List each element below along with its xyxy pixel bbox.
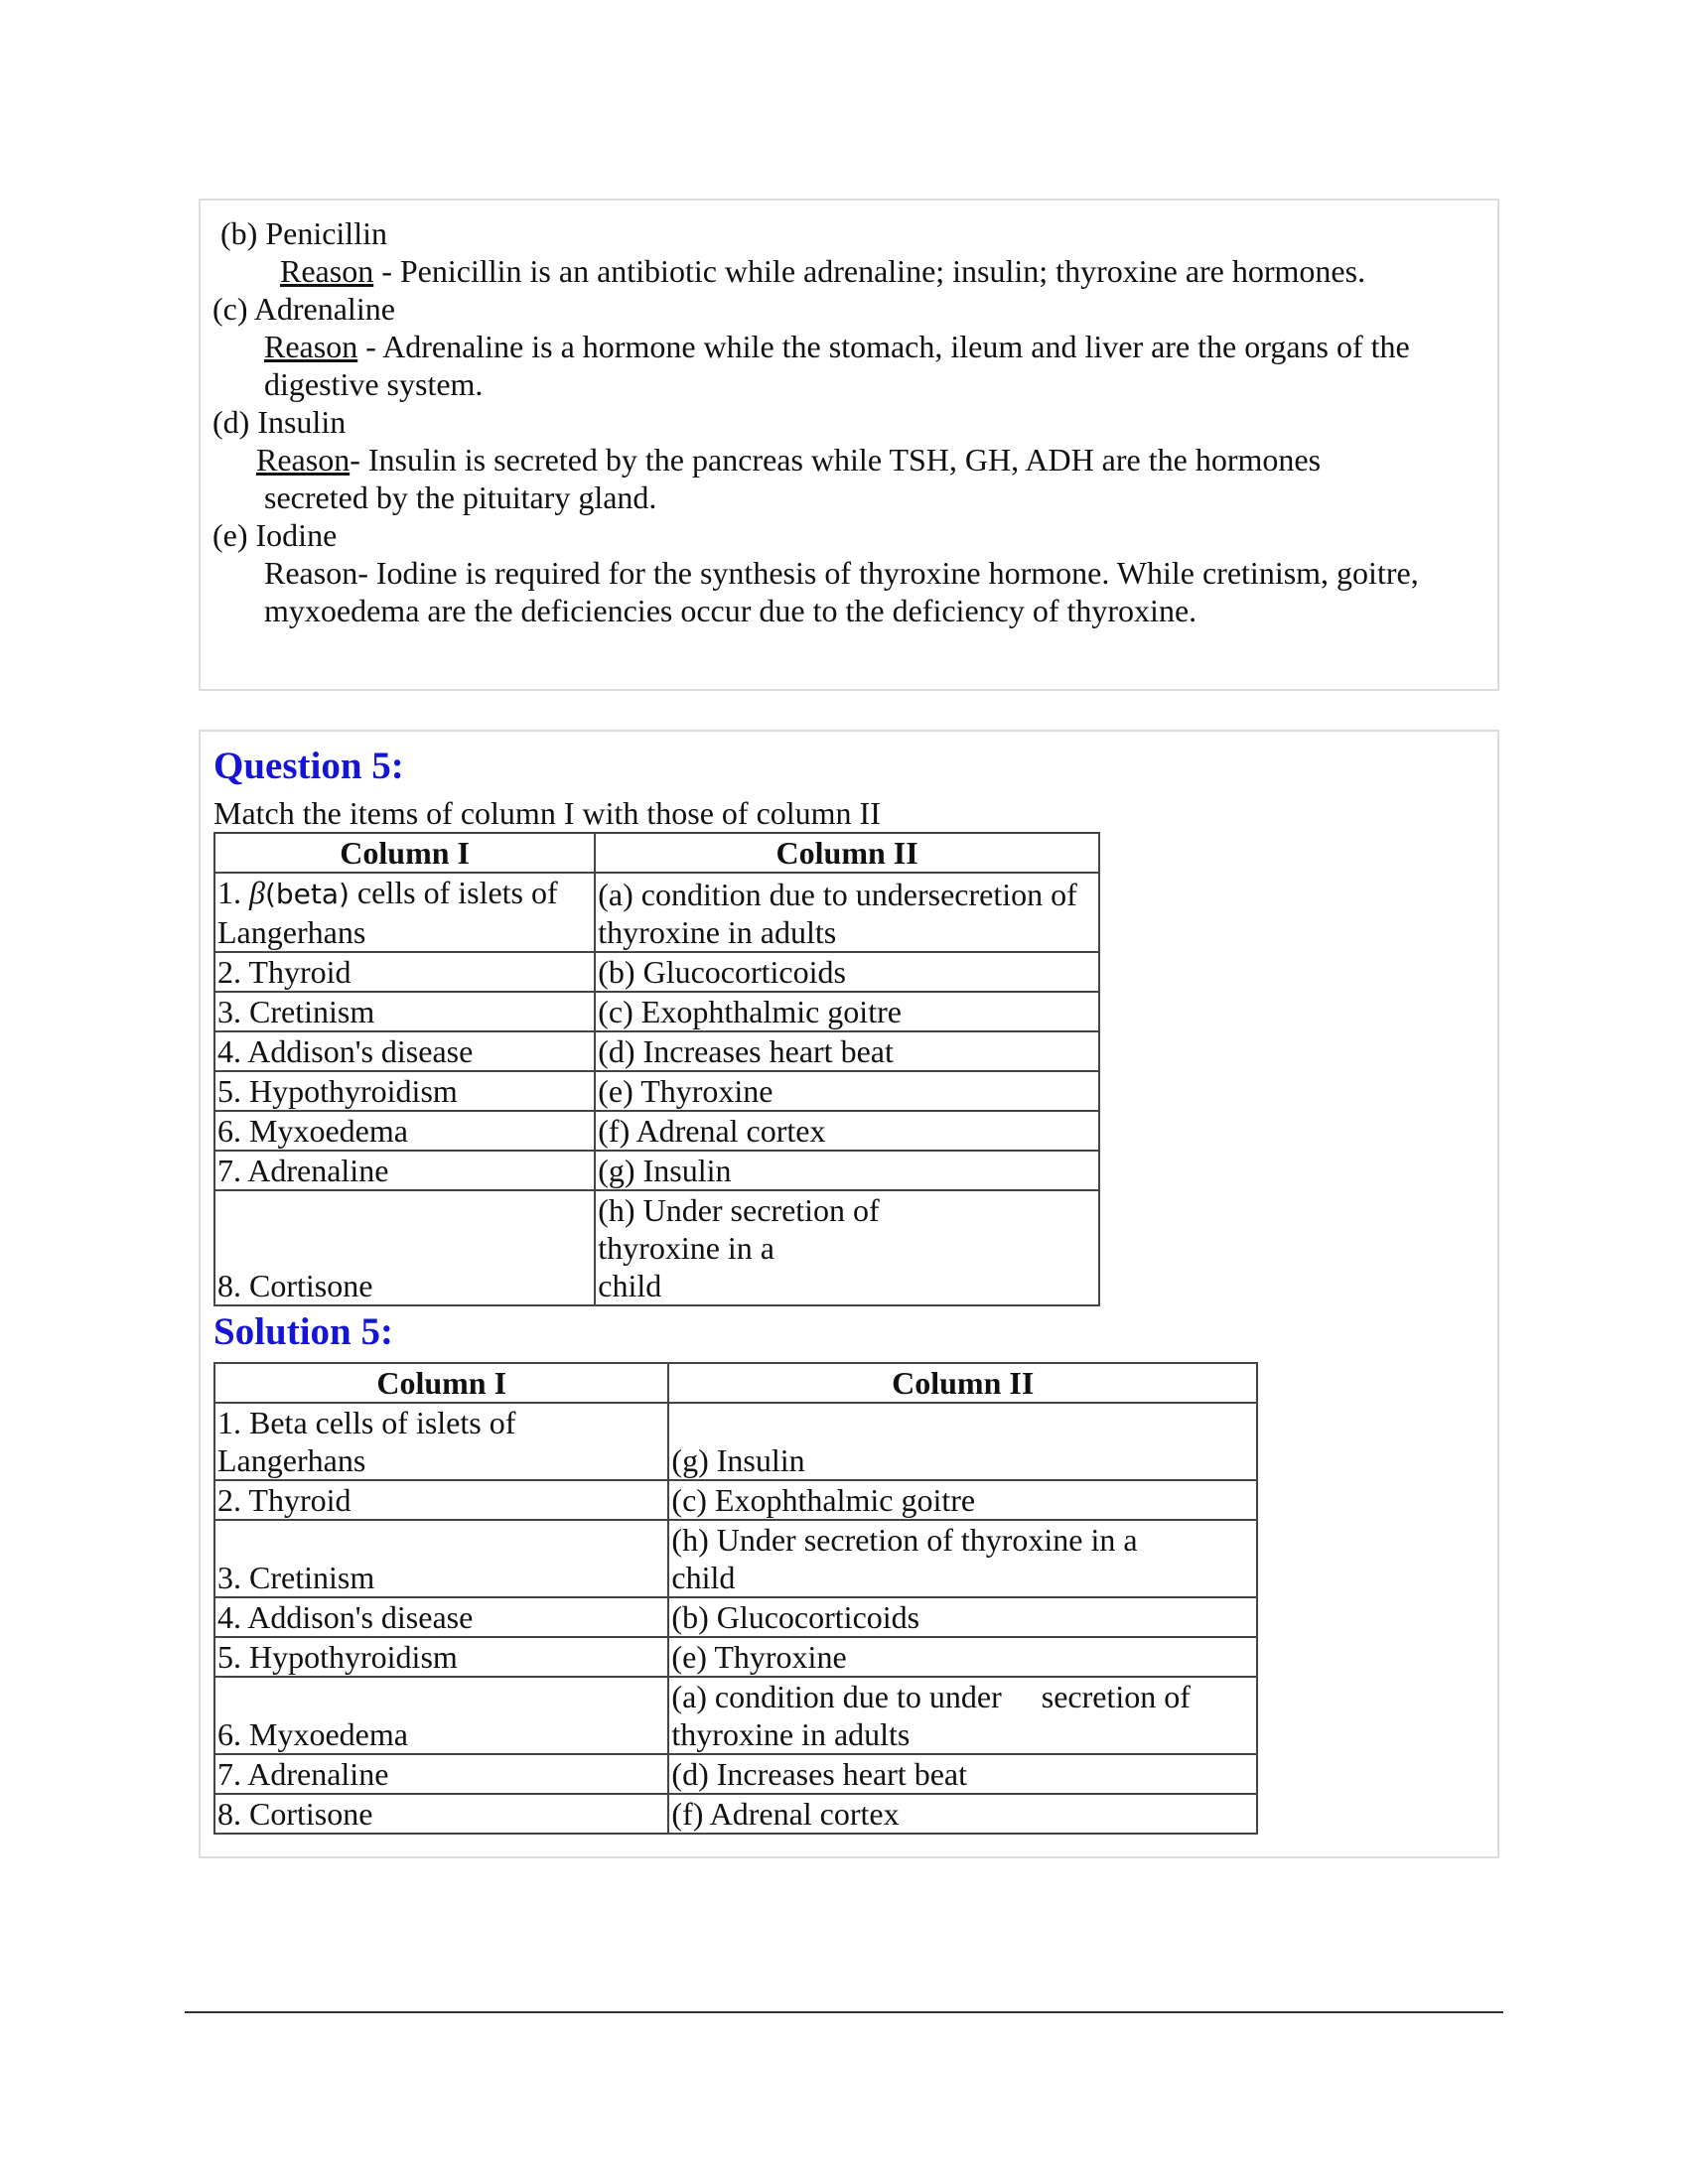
table-cell: (c) Exophthalmic goitre xyxy=(595,992,1099,1031)
reason-label: Reason xyxy=(280,253,374,289)
table-cell: (f) Adrenal cortex xyxy=(595,1111,1099,1151)
reason-c: Reason - Adrenaline is a hormone while the stomach, ileum and liver are the organs of the xyxy=(264,329,1410,364)
item-c: (c) Adrenaline xyxy=(212,291,395,327)
table-row xyxy=(214,1677,1257,1754)
table-cell: 3. Cretinism xyxy=(214,1520,668,1597)
table-cell: (h) Under secretion of thyroxine in a child xyxy=(668,1520,1257,1597)
table-cell: (h) Under secretion of thyroxine in a child xyxy=(595,1190,1099,1305)
question-title: Question 5: xyxy=(213,745,404,787)
table-cell: 2. Thyroid xyxy=(214,952,595,992)
table-cell: 2. Thyroid xyxy=(214,1480,668,1520)
table-row xyxy=(214,952,1099,992)
column-header: Column I xyxy=(214,833,595,873)
table-cell: 6. Myxoedema xyxy=(214,1111,595,1151)
table-cell: (a) condition due to undersecretion of thyroxine in adults xyxy=(595,873,1099,952)
table-row xyxy=(214,1520,1257,1597)
table-header-row xyxy=(214,833,1099,873)
question-instruction: Match the items of column I with those of column II xyxy=(213,795,881,831)
table-cell: 3. Cretinism xyxy=(214,992,595,1031)
item-d: (d) Insulin xyxy=(212,404,347,440)
table-cell: (c) Exophthalmic goitre xyxy=(668,1480,1257,1520)
item-e: (e) Iodine xyxy=(212,517,338,553)
table-cell: 4. Addison's disease xyxy=(214,1597,668,1637)
table-header-row xyxy=(214,1363,1257,1403)
table-cell: 8. Cortisone xyxy=(214,1794,668,1834)
table-row xyxy=(214,1597,1257,1637)
reason-d-cont: secreted by the pituitary gland. xyxy=(264,479,657,515)
solution-title: Solution 5: xyxy=(213,1310,393,1353)
column-header: Column I xyxy=(214,1363,668,1403)
table-cell: (e) Thyroxine xyxy=(595,1071,1099,1111)
table-row xyxy=(214,1190,1099,1305)
table-row xyxy=(214,1480,1257,1520)
table-row xyxy=(214,1754,1257,1794)
column-header: Column II xyxy=(595,833,1099,873)
table-cell: 4. Addison's disease xyxy=(214,1031,595,1071)
reason-label: Reason xyxy=(264,329,358,364)
table-row xyxy=(214,1031,1099,1071)
table-cell: (d) Increases heart beat xyxy=(668,1754,1257,1794)
table-row xyxy=(214,1637,1257,1677)
table-cell: (g) Insulin xyxy=(595,1151,1099,1190)
table-cell: 5. Hypothyroidism xyxy=(214,1637,668,1677)
table-cell: 6. Myxoedema xyxy=(214,1677,668,1754)
table-row xyxy=(214,1111,1099,1151)
reason-b: Reason - Penicillin is an antibiotic while adrenaline; insulin; thyroxine are hormones. xyxy=(280,253,1366,289)
table-row xyxy=(214,1071,1099,1111)
question-table xyxy=(213,832,1100,1306)
table-cell: (d) Increases heart beat xyxy=(595,1031,1099,1071)
reason-e-cont: myxoedema are the deficiencies occur due to the deficiency of thyroxine. xyxy=(264,593,1197,628)
table-row xyxy=(214,992,1099,1031)
table-row xyxy=(214,1151,1099,1190)
beta-symbol: β xyxy=(249,875,265,910)
table-cell: 1. β(beta) cells of islets of Langerhans xyxy=(214,873,595,952)
reason-e: Reason- Iodine is required for the synthesis of thyroxine hormone. While cretinism, goitre, xyxy=(264,555,1419,591)
table-cell: 7. Adrenaline xyxy=(214,1151,595,1190)
table-cell: 1. Beta cells of islets of Langerhans xyxy=(214,1403,668,1480)
table-cell: (b) Glucocorticoids xyxy=(595,952,1099,992)
table-cell: (e) Thyroxine xyxy=(668,1637,1257,1677)
item-b: (b) Penicillin xyxy=(220,215,387,251)
column-header: Column II xyxy=(668,1363,1257,1403)
table-cell: 5. Hypothyroidism xyxy=(214,1071,595,1111)
reason-label: Reason xyxy=(256,442,351,478)
reason-c-cont: digestive system. xyxy=(264,366,484,402)
table-cell: (b) Glucocorticoids xyxy=(668,1597,1257,1637)
table-row xyxy=(214,873,1099,952)
table-row xyxy=(214,1403,1257,1480)
solution-table xyxy=(213,1362,1258,1835)
reason-d: Reason- Insulin is secreted by the pancreas while TSH, GH, ADH are the hormones xyxy=(256,442,1322,478)
table-cell: (f) Adrenal cortex xyxy=(668,1794,1257,1834)
table-row xyxy=(214,1794,1257,1834)
table-cell: (a) condition due to under secretion of thyroxine in adults xyxy=(668,1677,1257,1754)
table-cell: (g) Insulin xyxy=(668,1403,1257,1480)
table-cell: 8. Cortisone xyxy=(214,1190,595,1305)
table-cell: 7. Adrenaline xyxy=(214,1754,668,1794)
footer-divider xyxy=(185,2011,1503,2013)
